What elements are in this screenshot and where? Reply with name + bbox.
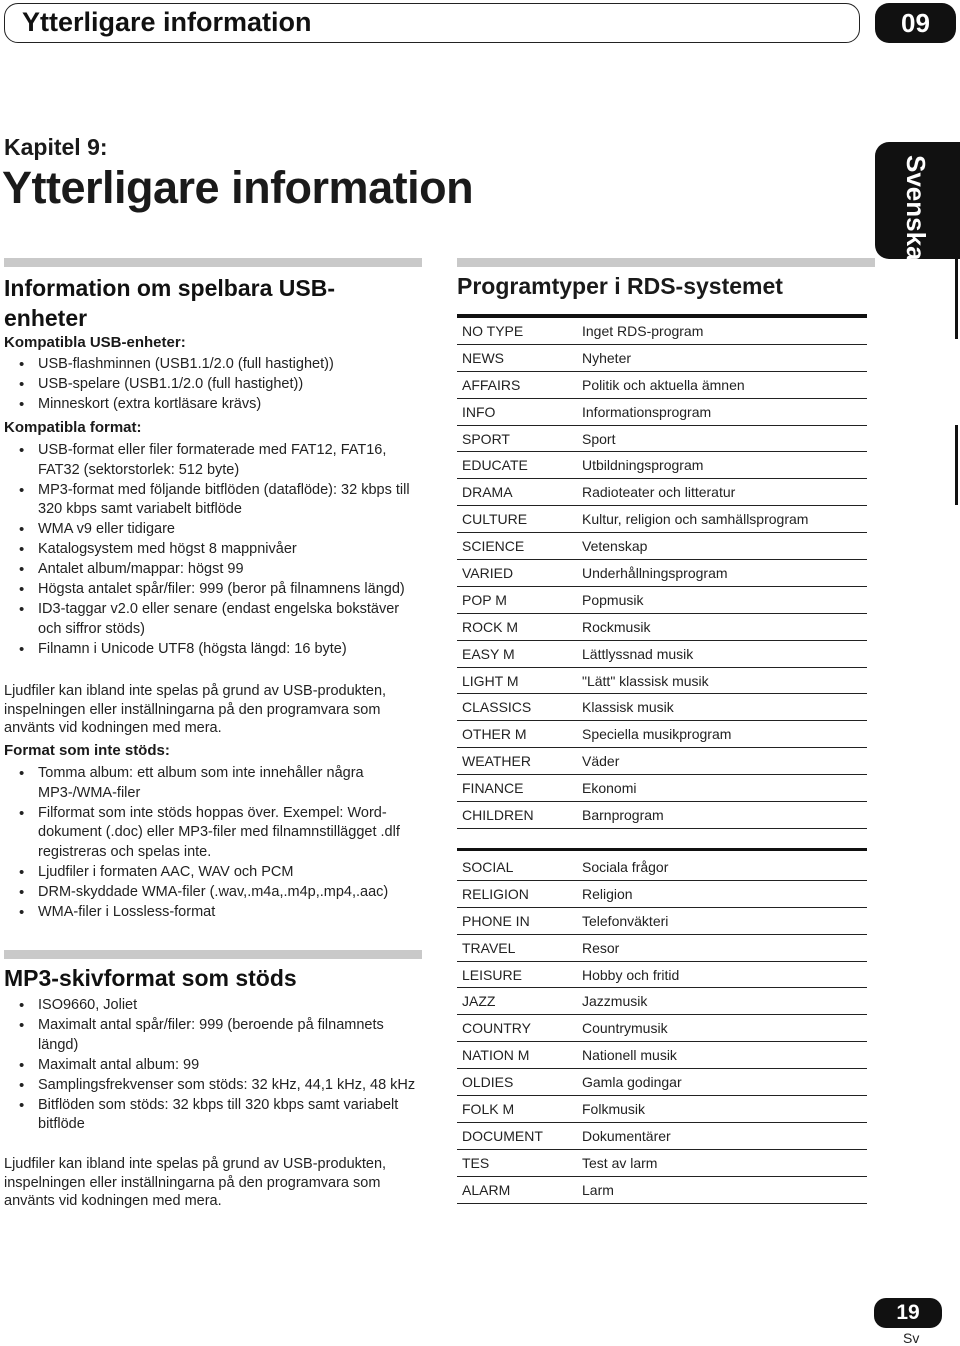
table-row bbox=[457, 1015, 867, 1042]
rds-description: Klassisk musik bbox=[577, 694, 867, 721]
table-row bbox=[457, 1149, 867, 1176]
rds-description: Hobby och fritid bbox=[577, 961, 867, 988]
table-row bbox=[457, 880, 867, 907]
rds-description: Nationell musik bbox=[577, 1042, 867, 1069]
usb-heading-line2: enheter bbox=[4, 305, 88, 331]
mp3-list bbox=[4, 996, 424, 1135]
rds-code: INFO bbox=[457, 398, 577, 425]
table-row bbox=[457, 748, 867, 775]
table-row bbox=[457, 640, 867, 667]
rds-code: POP M bbox=[457, 586, 577, 613]
list-item: • ISO9660, Joliet bbox=[4, 996, 424, 1016]
table-row bbox=[457, 1096, 867, 1123]
table-row bbox=[457, 721, 867, 748]
rds-code: SCIENCE bbox=[457, 533, 577, 560]
table-row bbox=[457, 479, 867, 506]
table-row bbox=[457, 694, 867, 721]
rds-description: Countrymusik bbox=[577, 1015, 867, 1042]
page-language-code: Sv bbox=[903, 1330, 920, 1346]
rds-code: ALARM bbox=[457, 1176, 577, 1203]
rds-code: FINANCE bbox=[457, 775, 577, 802]
list-item: • WMA-filer i Lossless-format bbox=[4, 903, 424, 923]
table-row bbox=[457, 586, 867, 613]
rds-code: SOCIAL bbox=[457, 854, 577, 880]
chapter-title: Ytterligare information bbox=[2, 162, 474, 213]
usb-note: Ljudfiler kan ibland inte spelas på grund av USB-produkten, inspelningen eller inställningarna på den programvara som använts vid kodningen med mera. bbox=[4, 683, 387, 736]
rds-description: Resor bbox=[577, 934, 867, 961]
table-row bbox=[457, 452, 867, 479]
compatible-devices-list bbox=[4, 355, 424, 415]
header-title: Ytterligare information bbox=[22, 7, 312, 37]
rds-code: TRAVEL bbox=[457, 934, 577, 961]
rds-code: CULTURE bbox=[457, 506, 577, 533]
rds-code: EASY M bbox=[457, 640, 577, 667]
rds-code: SPORT bbox=[457, 425, 577, 452]
rds-description: Sport bbox=[577, 425, 867, 452]
section-divider bbox=[457, 258, 875, 267]
table-row bbox=[457, 775, 867, 802]
rds-description: Inget RDS-program bbox=[577, 318, 867, 344]
list-item: • Antalet album/mappar: högst 99 bbox=[4, 560, 424, 580]
mp3-note: Ljudfiler kan ibland inte spelas på grund av USB-produkten, inspelningen eller inställningarna på den programvara som använts vid kodningen med mera. bbox=[4, 1156, 387, 1209]
rds-code: OTHER M bbox=[457, 721, 577, 748]
table-row bbox=[457, 1042, 867, 1069]
table-row bbox=[457, 425, 867, 452]
list-item: • Filnamn i Unicode UTF8 (högsta längd: 16 byte) bbox=[4, 640, 424, 660]
list-item: • USB-flashminnen (USB1.1/2.0 (full hastighet)) bbox=[4, 355, 424, 375]
list-item: • Maximalt antal spår/filer: 999 (beroende på filnamnets längd) bbox=[4, 1016, 424, 1055]
rds-code: CHILDREN bbox=[457, 802, 577, 829]
list-item: • Katalogsystem med högst 8 mappnivåer bbox=[4, 540, 424, 560]
rds-description: Vetenskap bbox=[577, 533, 867, 560]
rds-description: Ekonomi bbox=[577, 775, 867, 802]
table-row bbox=[457, 907, 867, 934]
rds-description: Rockmusik bbox=[577, 613, 867, 640]
list-item: • MP3-format med följande bitflöden (dataflöde): 32 kbps till 320 kbps samt variabelt bitflöde bbox=[4, 481, 424, 520]
rds-description: Radioteater och litteratur bbox=[577, 479, 867, 506]
chapter-label: Kapitel 9: bbox=[4, 134, 108, 160]
section-divider bbox=[4, 258, 422, 267]
rds-description: Sociala frågor bbox=[577, 854, 867, 880]
rds-code: AFFAIRS bbox=[457, 371, 577, 398]
mp3-heading: MP3-skivformat som stöds bbox=[4, 965, 297, 991]
rds-description: Underhållningsprogram bbox=[577, 560, 867, 587]
chapter-number-badge: 09 bbox=[875, 3, 956, 43]
list-item: • Högsta antalet spår/filer: 999 (beror på filnamnens längd) bbox=[4, 580, 424, 600]
rds-code: TES bbox=[457, 1149, 577, 1176]
rds-description: Speciella musikprogram bbox=[577, 721, 867, 748]
table-row bbox=[457, 560, 867, 587]
table-row bbox=[457, 398, 867, 425]
rds-code: EDUCATE bbox=[457, 452, 577, 479]
usb-heading bbox=[4, 273, 335, 333]
side-rule bbox=[955, 259, 958, 339]
section-divider bbox=[4, 950, 422, 959]
list-item: • Samplingsfrekvenser som stöds: 32 kHz, 44,1 kHz, 48 kHz bbox=[4, 1076, 424, 1096]
rds-description: Gamla godingar bbox=[577, 1069, 867, 1096]
rds-code: WEATHER bbox=[457, 748, 577, 775]
language-side-label: Svenska bbox=[901, 155, 931, 261]
rds-code: VARIED bbox=[457, 560, 577, 587]
compatible-devices-label: Kompatibla USB-enheter: bbox=[4, 334, 186, 351]
side-rule bbox=[955, 425, 958, 505]
rds-description: Jazzmusik bbox=[577, 988, 867, 1015]
table-row bbox=[457, 506, 867, 533]
list-item: • Filformat som inte stöds hoppas över. Exempel: Word-dokument (.doc) eller MP3-filer med filnamnstillägget .dlf registreras och spelas inte. bbox=[4, 804, 424, 863]
rds-code: COUNTRY bbox=[457, 1015, 577, 1042]
table-row bbox=[457, 961, 867, 988]
list-item: • Tomma album: ett album som inte innehåller några MP3-/WMA-filer bbox=[4, 764, 424, 803]
unsupported-formats-label: Format som inte stöds: bbox=[4, 742, 170, 759]
list-item: • Minneskort (extra kortläsare krävs) bbox=[4, 395, 424, 415]
table-row bbox=[457, 854, 867, 880]
rds-code: NO TYPE bbox=[457, 318, 577, 344]
table-row bbox=[457, 344, 867, 371]
rds-code: OLDIES bbox=[457, 1069, 577, 1096]
rds-description: Nyheter bbox=[577, 344, 867, 371]
table-row bbox=[457, 1176, 867, 1203]
rds-code: NATION M bbox=[457, 1042, 577, 1069]
table-row bbox=[457, 613, 867, 640]
rds-code: LIGHT M bbox=[457, 667, 577, 694]
rds-description: Folkmusik bbox=[577, 1096, 867, 1123]
table-row bbox=[457, 802, 867, 829]
rds-description: Dokumentärer bbox=[577, 1122, 867, 1149]
rds-description: Popmusik bbox=[577, 586, 867, 613]
rds-table-1 bbox=[457, 318, 867, 829]
table-row bbox=[457, 533, 867, 560]
rds-heading: Programtyper i RDS-systemet bbox=[457, 273, 783, 299]
table-row bbox=[457, 1069, 867, 1096]
rds-code: DOCUMENT bbox=[457, 1122, 577, 1149]
rds-description: Larm bbox=[577, 1176, 867, 1203]
rds-code: PHONE IN bbox=[457, 907, 577, 934]
rds-table-divider bbox=[457, 848, 867, 851]
list-item: • USB-format eller filer formaterade med FAT12, FAT16, FAT32 (sektorstorlek: 512 byte) bbox=[4, 441, 424, 480]
compatible-formats-list bbox=[4, 441, 424, 660]
list-item: • Maximalt antal album: 99 bbox=[4, 1056, 424, 1076]
rds-description: Religion bbox=[577, 880, 867, 907]
rds-description: "Lätt" klassisk musik bbox=[577, 667, 867, 694]
list-item: • Ljudfiler i formaten AAC, WAV och PCM bbox=[4, 863, 424, 883]
rds-description: Informationsprogram bbox=[577, 398, 867, 425]
page-number: 19 bbox=[874, 1298, 942, 1328]
table-row bbox=[457, 318, 867, 344]
rds-code: NEWS bbox=[457, 344, 577, 371]
rds-description: Barnprogram bbox=[577, 802, 867, 829]
rds-code: ROCK M bbox=[457, 613, 577, 640]
usb-heading-line1: Information om spelbara USB- bbox=[4, 275, 335, 301]
rds-description: Test av larm bbox=[577, 1149, 867, 1176]
rds-description: Politik och aktuella ämnen bbox=[577, 371, 867, 398]
table-row bbox=[457, 934, 867, 961]
rds-code: DRAMA bbox=[457, 479, 577, 506]
table-row bbox=[457, 1122, 867, 1149]
rds-table-2 bbox=[457, 854, 867, 1204]
unsupported-formats-list bbox=[4, 764, 424, 923]
rds-description: Kultur, religion och samhällsprogram bbox=[577, 506, 867, 533]
list-item: • USB-spelare (USB1.1/2.0 (full hastighet)) bbox=[4, 375, 424, 395]
rds-description: Väder bbox=[577, 748, 867, 775]
table-row bbox=[457, 371, 867, 398]
list-item: • ID3-taggar v2.0 eller senare (endast engelska bokstäver och siffror stöds) bbox=[4, 600, 424, 639]
list-item: • Bitflöden som stöds: 32 kbps till 320 kbps samt variabelt bitflöde bbox=[4, 1096, 424, 1135]
rds-description: Telefonväkteri bbox=[577, 907, 867, 934]
rds-code: RELIGION bbox=[457, 880, 577, 907]
rds-code: FOLK M bbox=[457, 1096, 577, 1123]
rds-description: Lättlyssnad musik bbox=[577, 640, 867, 667]
rds-code: JAZZ bbox=[457, 988, 577, 1015]
rds-code: CLASSICS bbox=[457, 694, 577, 721]
rds-code: LEISURE bbox=[457, 961, 577, 988]
rds-description: Utbildningsprogram bbox=[577, 452, 867, 479]
table-row bbox=[457, 988, 867, 1015]
compatible-formats-label: Kompatibla format: bbox=[4, 419, 142, 436]
table-row bbox=[457, 667, 867, 694]
list-item: • WMA v9 eller tidigare bbox=[4, 520, 424, 540]
list-item: • DRM-skyddade WMA-filer (.wav,.m4a,.m4p,.mp4,.aac) bbox=[4, 883, 424, 903]
